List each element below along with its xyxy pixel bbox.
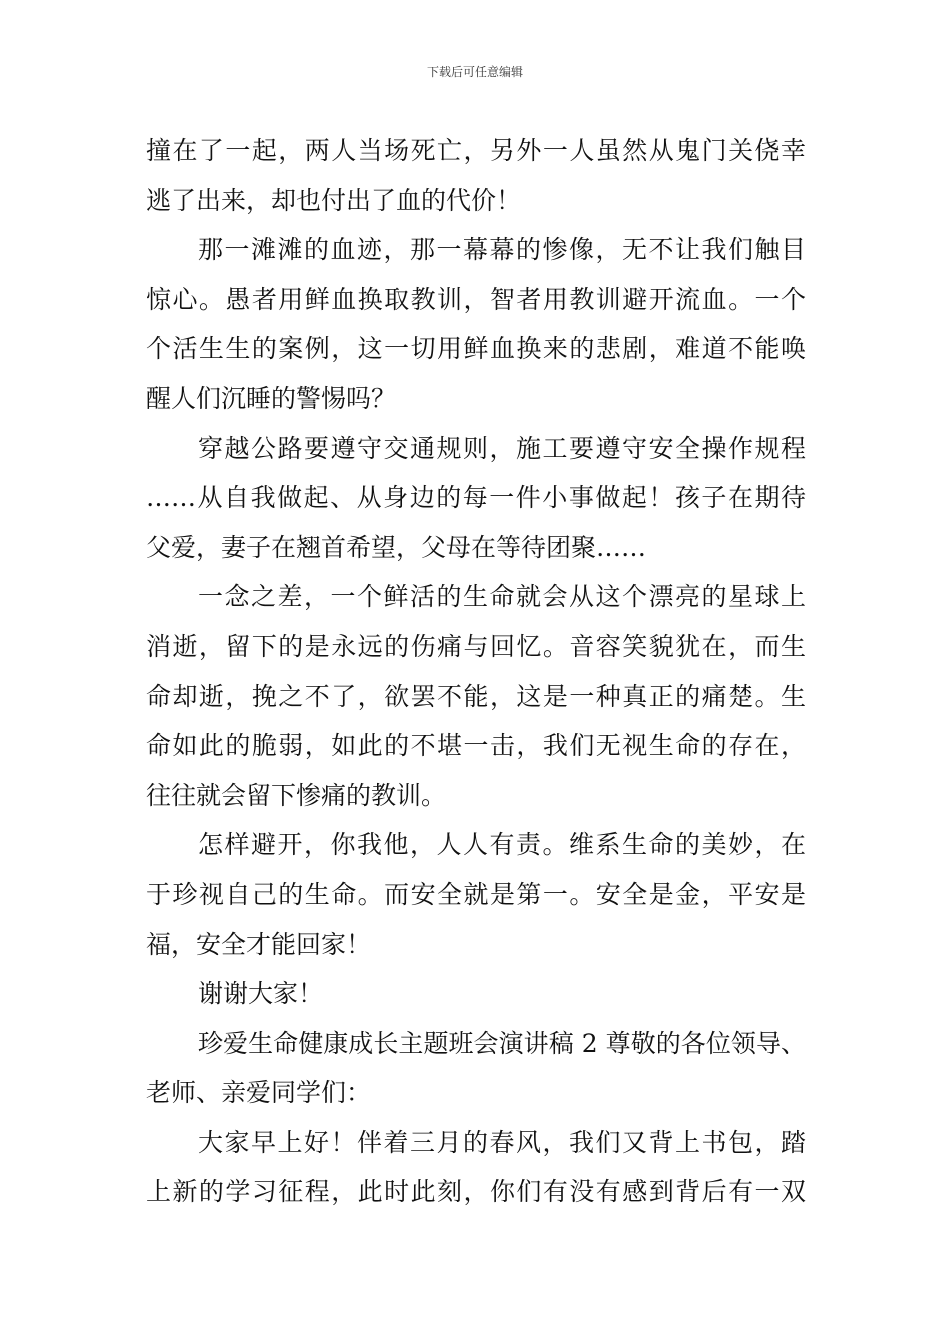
text-line: 命却逝，挽之不了，欲罢不能，这是一种真正的痛楚。生 (146, 681, 806, 711)
text-line: 老师、亲爱同学们： (146, 1078, 372, 1108)
text-line: 惊心。愚者用鲜血换取教训，智者用教训避开流血。一个 (146, 284, 806, 314)
text-line: 那一滩滩的血迹，那一幕幕的惨像，无不让我们触目 (198, 235, 806, 265)
text-line: 怎样避开，你我他，人人有责。维系生命的美妙，在 (198, 830, 806, 860)
text-line: 穿越公路要遵守交通规则，施工要遵守安全操作规程 (198, 433, 806, 463)
text-line: 一念之差，一个鲜活的生命就会从这个漂亮的星球上 (198, 582, 806, 612)
text-line: 醒人们沉睡的警惕吗？ (146, 383, 397, 413)
text-line: 谢谢大家！ (198, 979, 324, 1009)
text-line: 福，安全才能回家！ (146, 929, 372, 959)
text-line: 珍爱生命健康成长主题班会演讲稿 2 尊敬的各位领导、 (198, 1028, 806, 1058)
text-line: 大家早上好！伴着三月的春风，我们又背上书包，踏 (198, 1127, 806, 1157)
text-line: 上新的学习征程，此时此刻，你们有没有感到背后有一双 (146, 1177, 806, 1207)
text-line: 命如此的脆弱，如此的不堪一击，我们无视生命的存在， (146, 731, 806, 761)
text-line: 撞在了一起，两人当场死亡，另外一人虽然从鬼门关侥幸 (146, 136, 806, 165)
text-line: 逃了出来，却也付出了血的代价！ (146, 185, 522, 215)
text-line: 个活生生的案例，这一切用鲜血换来的悲剧，难道不能唤 (146, 334, 806, 364)
page-header: 下载后可任意编辑 (426, 65, 523, 79)
text-line: 父爱，妻子在翘首希望，父母在等待团聚…… (146, 532, 647, 562)
text-line: 往往就会留下惨痛的教训。 (146, 780, 447, 810)
text-line: ……从自我做起、从身边的每一件小事做起！孩子在期待 (146, 483, 806, 513)
text-line: 消逝，留下的是永远的伤痛与回忆。音容笑貌犹在，而生 (146, 631, 806, 661)
body-text (146, 126, 806, 1217)
text-line: 于珍视自己的生命。而安全就是第一。安全是金，平安是 (146, 879, 806, 909)
